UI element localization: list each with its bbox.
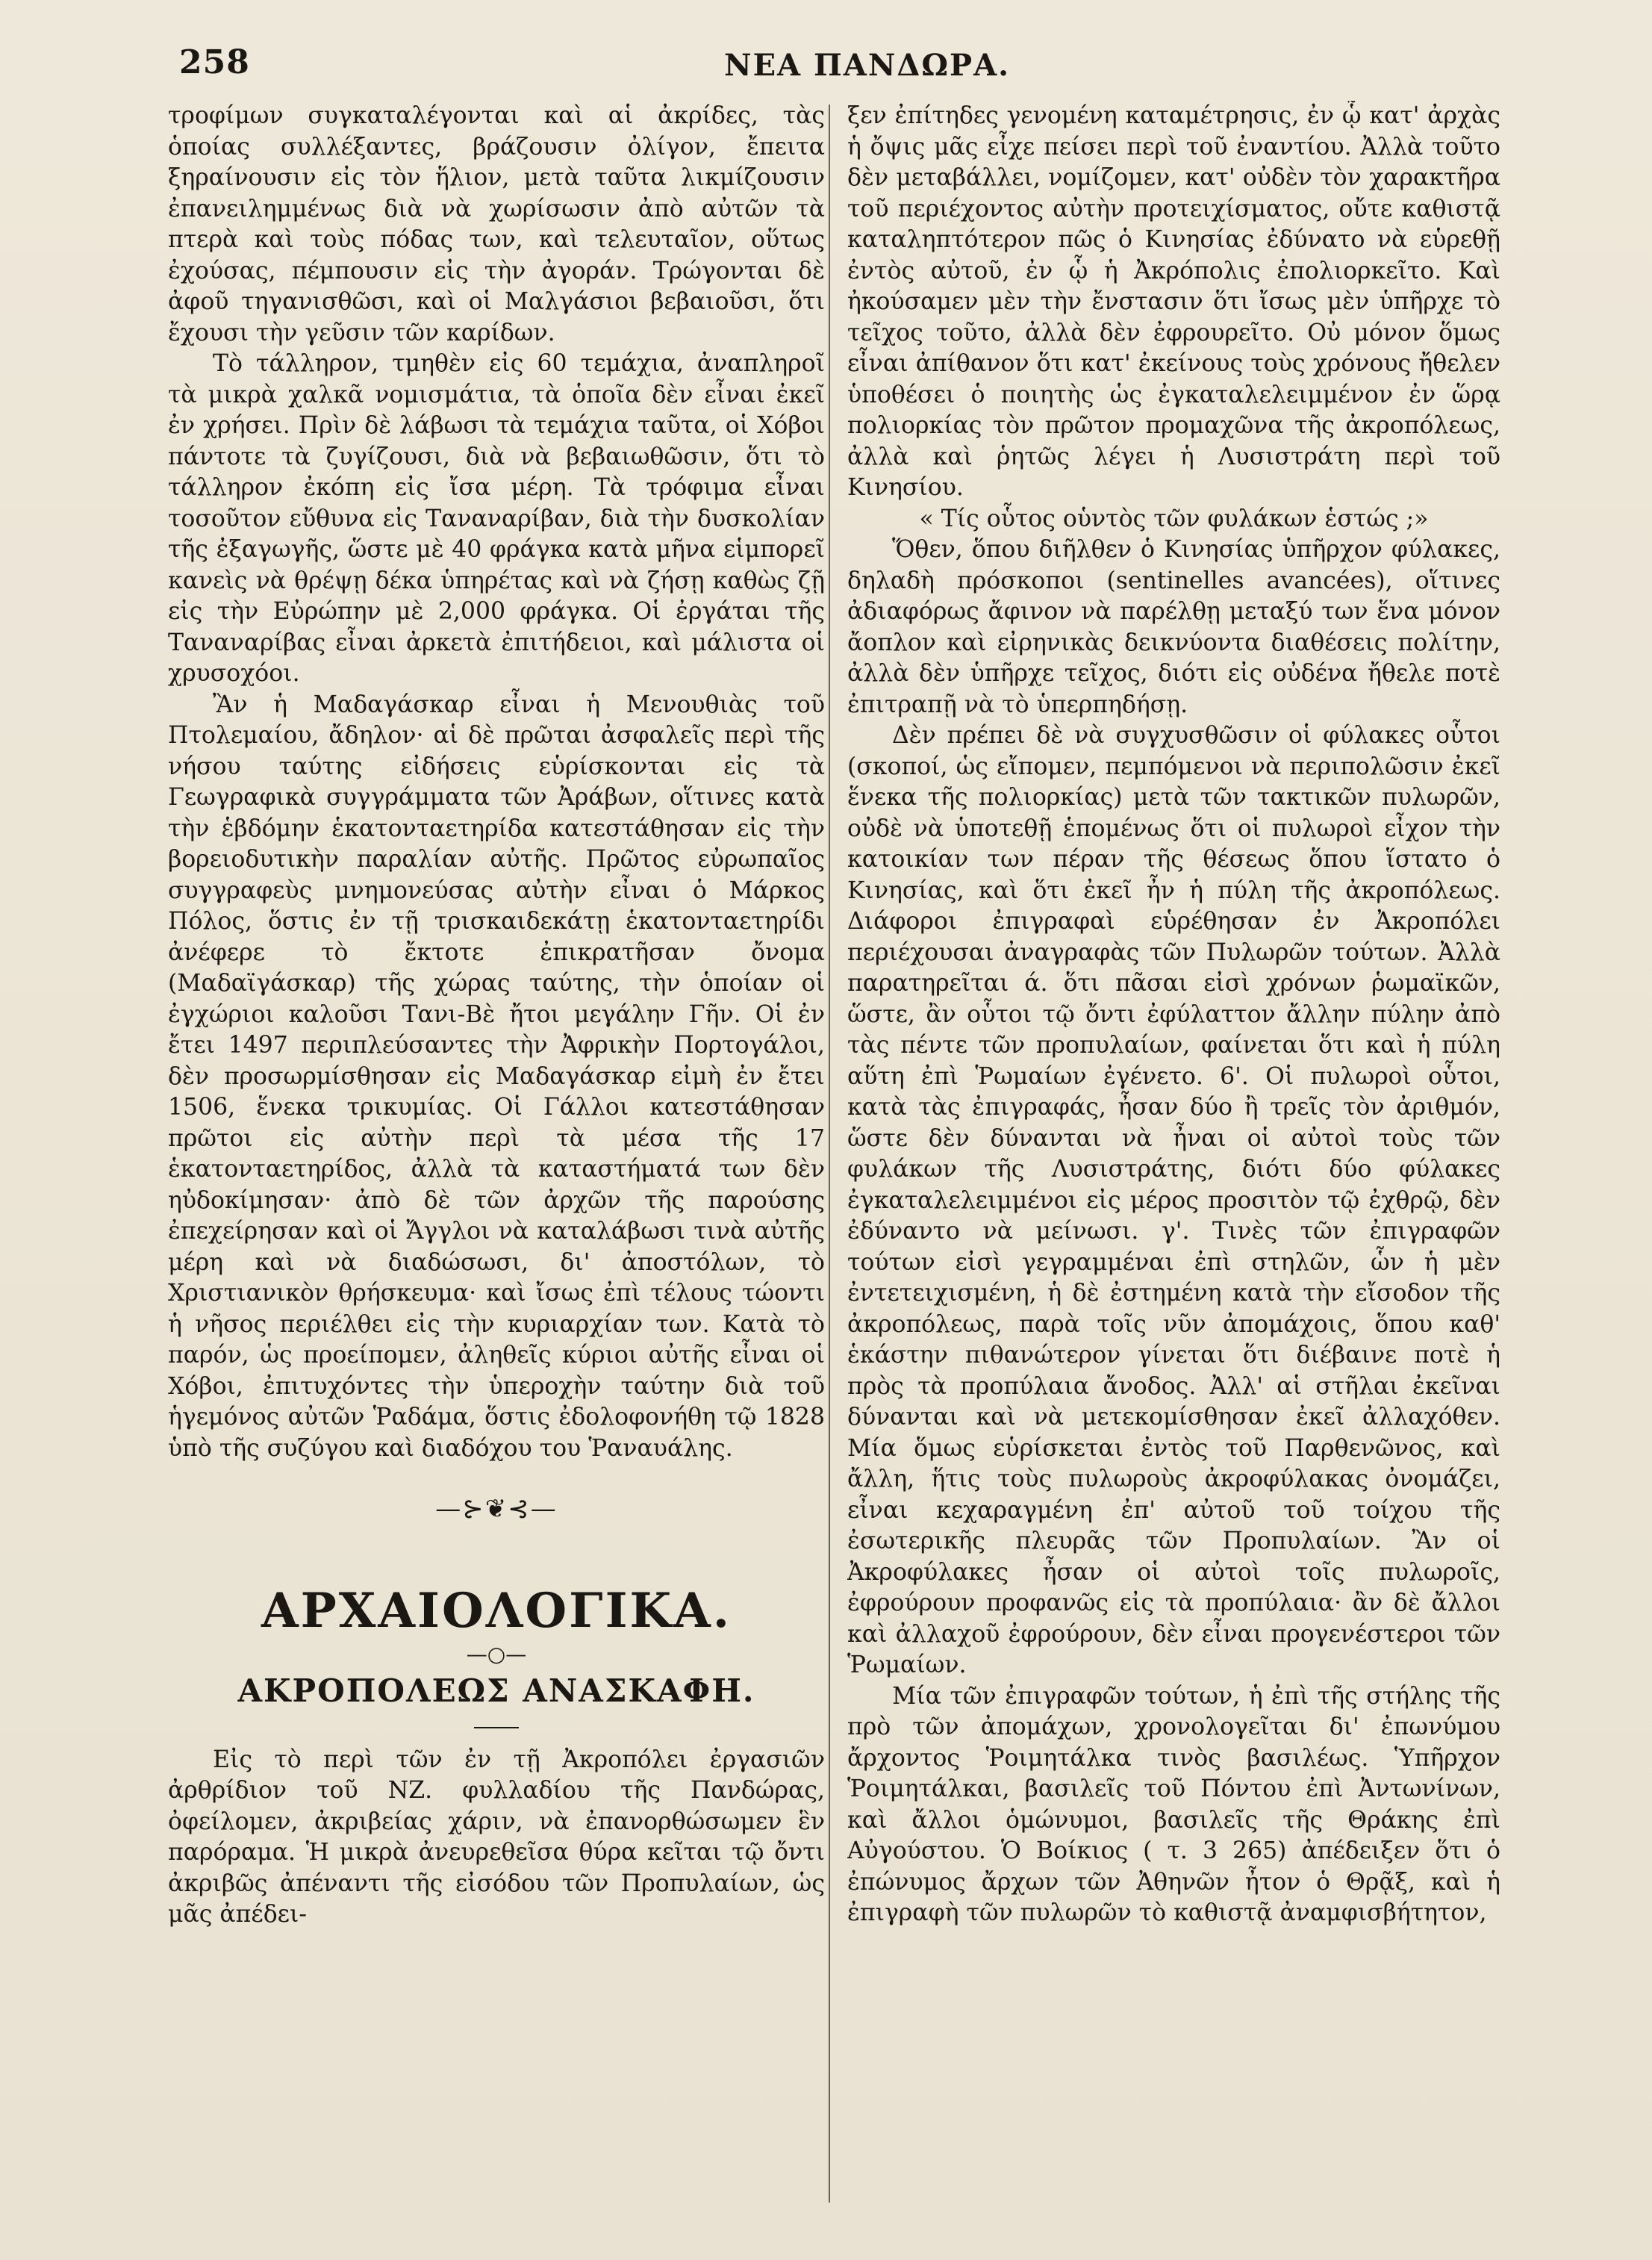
section-ornament: —⊱❦⊰— — [435, 1494, 558, 1524]
short-rule — [474, 1727, 519, 1728]
journal-title: ΝΕΑ ΠΑΝΔΩΡΑ. — [724, 48, 1011, 83]
lysistrata-quote: « Τίς οὗτος οὑντὸς τῶν φυλάκων ἑστώς ;» — [919, 505, 1429, 532]
acropolis-paragraph-4: Δὲν πρέπει δὲ νὰ συγχυσθῶσιν οἱ φύλακες οὗτοι (σκοποί, ὡς εἴπομεν, πεμπόμενοι νὰ περιπολῶσιν ἐκεῖ ἕνεκα τῆς πολιορκίας) μετὰ τῶν τακτικῶν πυλωρῶν, οὐδὲ νὰ ὑποτεθῇ ἑπομένως ὅτι οἱ πυλωροὶ εἶχον τὴν κατοικίαν των πέραν τῆς θέσεως ὅπου ἵστατο ὁ Κινησίας, καὶ ὅτι ἐκεῖ ἦν ἡ πύλη τῆς ἀκροπόλεως. Διάφοροι ἐπιγραφαὶ εὑρέθησαν ἐν Ἀκροπόλει περιέχουσαι ἀναγραφὰς τῶν Πυλωρῶν τούτων. Ἀλλὰ παρατηρεῖται ά. ὅτι πᾶσαι εἰσὶ χρόνων ῥωμαϊκῶν, ὥστε, ἂν οὗτοι τῷ ὄντι ἐφύλαττον ἄλλην πύλην ἀπὸ τὰς πέντε τῶν προπυλαίων, φαίνεται ὅτι καὶ ἡ πύλη αὕτη ἐπὶ Ῥωμαίων ἐγένετο. 6'. Οἱ πυλωροὶ οὗτοι, κατὰ τὰς ἐπιγραφάς, ἦσαν δύο ἢ τρεῖς τὸν ἀριθμόν, ὥστε δὲν δύνανται νὰ ἦναι οἱ αὐτοὶ τοὺς τῶν φυλάκων τῆς Λυσιστράτης, διότι δύο φύλακες ἐγκαταλελειμμένοι εἰς μέρος προσιτὸν τῷ ἐχθρῷ, δὲν ἐδύναντο νὰ μείνωσι. γ'. Τινὲς τῶν ἐπιγραφῶν τούτων εἰσὶ γεγραμμέναι ἐπὶ στηλῶν, ὧν ἡ μὲν ἐντετειχισμένη, ἡ δὲ ἐστημένη κατὰ τὴν εἴσοδον τῆς ἀκροπόλεως, παρὰ τοῖς νῦν ἀπομάχοις, ὅπου καθ' ἑκάστην πιθανώτερον γίνεται ὅτι διέβαινε ποτὲ ἡ πρὸς τὰ προπύλαια ἄνοδος. Ἀλλ' αἱ στῆλαι ἐκεῖναι δύνανται καὶ νὰ μετεκομίσθησαν ἐκεῖ ἀλλαχόθεν. Μία ὅμως εὑρίσκεται ἐντὸς τοῦ Παρθενῶνος, καὶ ἄλλη, ἥτις τοὺς πυλωροὺς ἀκροφύλακας ὀνομάζει, εἶναι κεχαραγμένη ἐπ' αὐτοῦ τοῦ τοίχου τῆς ἐσωτερικῆς πλευρᾶς τῶν Προπυλαίων. Ἂν οἱ Ἀκροφύλακες ἦσαν οἱ αὐτοὶ τοῖς πυλωροῖς, ἐφρούρουν προφανῶς εἰς τὰ προπύλαια· ἂν δὲ ἄλλοι καὶ ἀλλαχοῦ ἐφρούρουν, δὲν εἶναι προγενέστεροι τῶν Ῥωμαίων. — [847, 722, 1500, 1678]
left-column — [168, 101, 825, 2244]
acropolis-paragraph-2: ξεν ἐπίτηδες γενομένη καταμέτρησις, ἐν ᾧ κατ' ἀρχὰς ἡ ὄψις μᾶς εἶχε πείσει περὶ τοῦ ἐναντίου. Ἀλλὰ τοῦτο δὲν μεταβάλλει, νομίζομεν, κατ' οὐδὲν τὸν χαρακτῆρα τοῦ περιέχοντος αὐτὴν προτειχίσματος, οὔτε καθιστᾷ καταληπτότερον πῶς ὁ Κινησίας ἐδύνατο νὰ εὑρεθῇ ἐντὸς αὐτοῦ, ἐν ᾧ ἡ Ἀκρόπολις ἐπολιορκεῖτο. Καὶ ἠκούσαμεν μὲν τὴν ἔνστασιν ὅτι ἴσως μὲν ὑπῆρχε τὸ τεῖχος τοῦτο, ἀλλὰ δὲν ἐφρουρεῖτο. Οὐ μόνον ὅμως εἶναι ἀπίθανον ὅτι κατ' ἐκείνους τοὺς χρόνους ἤθελεν ὑποθέσει ὁ ποιητὴς ὡς ἐγκαταλελειμμένον ἐν ὥρᾳ πολιορκίας τὸν πρῶτον προμαχῶνα τῆς ἀκροπόλεως, ἀλλὰ καὶ ῥητῶς λέγει ἡ Λυσιστράτη περὶ τοῦ Κινησίου. — [847, 102, 1500, 501]
right-column — [847, 101, 1500, 2244]
madagascar-paragraph-1: τροφίμων συγκαταλέγονται καὶ αἱ ἀκρίδες, τὰς ὁποίας συλλέξαντες, βράζουσιν ὀλίγον, ἔπειτα ξηραίνουσιν εἰς τὸν ἥλιον, μετὰ ταῦτα λικμίζουσιν ἐπανειλημμένως διὰ νὰ χωρίσωσιν ἀπὸ αὐτῶν τὰ πτερὰ καὶ τοὺς πόδας των, καὶ τελευταῖον, οὕτως ἐχούσας, πέμπουσιν εἰς τὴν ἀγοράν. Τρώγονται δὲ ἀφοῦ τηγανισθῶσι, καὶ οἱ Μαλγάσιοι βεβαιοῦσι, ὅτι ἔχουσι τὴν γεῦσιν τῶν καρίδων. — [168, 102, 825, 346]
madagascar-paragraph-3: Ἂν ἡ Μαδαγάσκαρ εἶναι ἡ Μενουθιὰς τοῦ Πτολεμαίου, ἄδηλον· αἱ δὲ πρῶται ἀσφαλεῖς περὶ τῆς νήσου ταύτης εἰδήσεις εὑρίσκονται εἰς τὰ Γεωγραφικὰ συγγράμματα τῶν Ἀράβων, οἵτινες κατὰ τὴν ἑβδόμην ἑκατονταετηρίδα κατεστάθησαν εἰς τὴν βορειοδυτικὴν παραλίαν αὐτῆς. Πρῶτος εὐρωπαῖος συγγραφεὺς μνημονεύσας αὐτὴν εἶναι ὁ Μάρκος Πόλος, ὅστις ἐν τῇ τρισκαιδεκάτῃ ἑκατονταετηρίδι ἀνέφερε τὸ ἔκτοτε ἐπικρατῆσαν ὄνομα (Μαδαϊγάσκαρ) τῆς χώρας ταύτης, τὴν ὁποίαν οἱ ἐγχώριοι καλοῦσι Τανι-Βὲ ἤτοι μεγάλην Γῆν. Οἱ ἐν ἔτει 1497 περιπλεύσαντες τὴν Ἀφρικὴν Πορτογάλοι, δὲν προσωρμίσθησαν εἰς Μαδαγάσκαρ εἰμὴ ἐν ἔτει 1506, ἕνεκα τρικυμίας. Οἱ Γάλλοι κατεστάθησαν πρῶτοι εἰς αὐτὴν περὶ τὰ μέσα τῆς 17 ἑκατονταετηρίδος, ἀλλὰ τὰ καταστήματά των δὲν ηὐδοκίμησαν· ἀπὸ δὲ τῶν ἀρχῶν τῆς παρούσης ἐπεχείρησαν καὶ οἱ Ἄγγλοι νὰ καταλάβωσι τινὰ αὐτῆς μέρη καὶ νὰ διαδώσωσι, δι' ἀποστόλων, τὸ Χριστιανικὸν θρήσκευμα· καὶ ἴσως ἐπὶ τέλους τώοντι ἡ νῆσος περιέλθει εἰς τὴν κυριαρχίαν των. Κατὰ τὸ παρόν, ὡς προείπομεν, ἀληθεῖς κύριοι αὐτῆς εἶναι οἱ Χόβοι, ἐπιτυχόντες τὴν ὑπεροχὴν ταύτην διὰ τοῦ ἡγεμόνος αὐτῶν Ῥαδάμα, ὅστις ἐδολοφονήθη τῷ 1828 ὑπὸ τῆς συζύγου καὶ διαδόχου του Ῥαναυάλης. — [168, 691, 825, 1462]
page-number: 258 — [179, 43, 250, 81]
column-divider — [829, 105, 830, 2203]
acropolis-paragraph-5: Μία τῶν ἐπιγραφῶν τούτων, ἡ ἐπὶ τῆς στήλης τῆς πρὸ τῶν ἀπομάχων, χρονολογεῖται δι' ἐπωνύμου ἄρχοντος Ῥοιμητάλκα τινὸς βασιλέως. Ὑπῆρχον Ῥοιμητάλκαι, βασιλεῖς τοῦ Πόντου ἐπὶ Ἀντωνίνων, καὶ ἄλλοι ὁμώνυμοι, βασιλεῖς τῆς Θράκης ἐπὶ Αὐγούστου. Ὁ Βοίκιος ( τ. 3 265) ἀπέδειξεν ὅτι ὁ ἐπώνυμος ἄρχων τῶν Ἀθηνῶν ἦτον ὁ Θρᾷξ, καὶ ἡ ἐπιγραφὴ τῶν πυλωρῶν τὸ καθιστᾷ ἀναμφισβήτητον, — [847, 1682, 1500, 1926]
section-title: ΑΡΧΑΙΟΛΟΓΙΚΑ. — [261, 1582, 732, 1639]
acropolis-paragraph-1: Εἰς τὸ περὶ τῶν ἐν τῇ Ἀκροπόλει ἐργασιῶν ἀρθρίδιον τοῦ ΝΖ. φυλλαδίου τῆς Πανδώρας, ὀφείλομεν, ἀκριβείας χάριν, νὰ ἐπανορθώσωμεν ἓν παρόραμα. Ἡ μικρὰ ἀνευρεθεῖσα θύρα κεῖται τῷ ὄντι ἀκριβῶς ἀπέναντι τῆς εἰσόδου τῶν Προπυλαίων, ὡς μᾶς ἀπέδει- — [168, 1746, 825, 1928]
section-separator: —○— — [466, 1641, 527, 1666]
running-head — [179, 43, 1562, 88]
madagascar-paragraph-2: Τὸ τάλληρον, τμηθὲν εἰς 60 τεμάχια, ἀναπληροῖ τὰ μικρὰ χαλκᾶ νομισμάτια, τὰ ὁποῖα δὲν εἶναι ἐκεῖ ἐν χρήσει. Πρὶν δὲ λάβωσι τὰ τεμάχια ταῦτα, οἱ Χόβοι πάντοτε τὰ ζυγίζουσι, διὰ νὰ βεβαιωθῶσιν, ὅτι τὸ τάλληρον ἐκόπη εἰς ἴσα μέρη. Τὰ τρόφιμα εἶναι τοσοῦτον εὔθυνα εἰς Ταναναρίβαν, διὰ τὴν δυσκολίαν τῆς ἐξαγωγῆς, ὥστε μὲ 40 φράγκα κατὰ μῆνα εἱμπορεῖ κανεὶς νὰ θρέψῃ δέκα ὑπηρέτας καὶ νὰ ζήσῃ καθὼς ζῇ εἰς τὴν Εὐρώπην μὲ 2,000 φράγκα. Οἱ ἐργάται τῆς Ταναναρίβας εἶναι ἀρκετὰ ἐπιτήδειοι, καὶ μάλιστα οἱ χρυσοχόοι. — [168, 350, 825, 687]
acropolis-paragraph-3: Ὅθεν, ὅπου διῆλθεν ὁ Κινησίας ὑπῆρχον φύλακες, δηλαδὴ πρόσκοποι (sentinelles avancées), οἵτινες ἀδιαφόρως ἄφινον νὰ παρέλθῃ μεταξύ των ἕνα μόνον ἄοπλον καὶ εἰρηνικὰς δεικνύοντα διαθέσεις πολίτην, ἀλλὰ δὲν ὑπῆρχε τεῖχος, διότι εἰς οὐδένα ἤθελε ποτὲ ἐπιτραπῇ νὰ τὸ ὑπερπηδήσῃ. — [847, 536, 1500, 718]
article-title: ΑΚΡΟΠΟΛΕΩΣ ΑΝΑΣΚΑΦΗ. — [237, 1672, 755, 1709]
